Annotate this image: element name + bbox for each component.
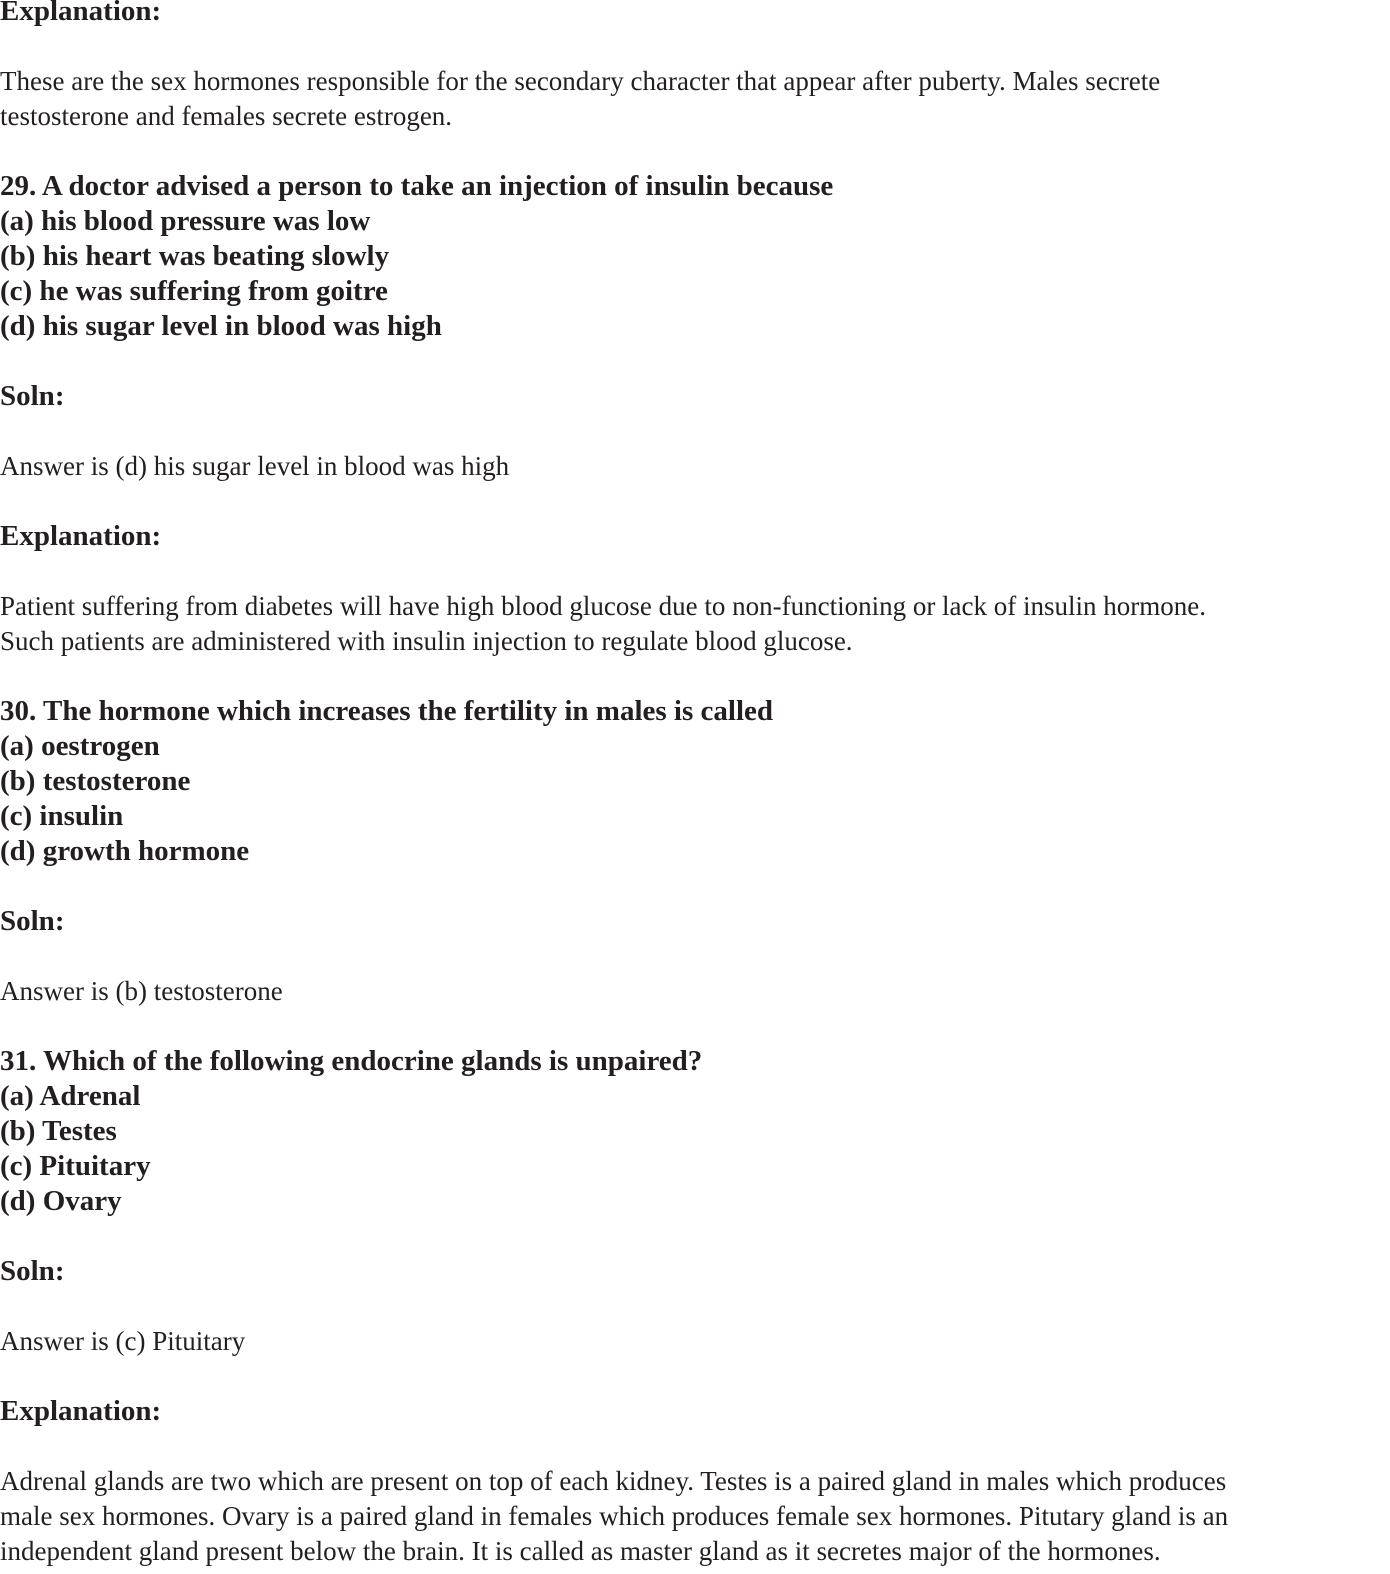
explanation-text: Patient suffering from diabetes will have high blood glucose due to non-functioning or lack of insulin hormone.: [0, 591, 1207, 621]
explanation-heading: Explanation:: [0, 520, 162, 552]
answer-text: Answer is (d) his sugar level in blood was high: [0, 451, 510, 481]
answer-text: Answer is (c) Pituitary: [0, 1326, 246, 1356]
explanation-text: independent gland present below the brain. It is called as master gland as it secretes major of the hormones.: [0, 1536, 1161, 1566]
option-d: (d) his sugar level in blood was high: [0, 310, 442, 342]
soln-label: Soln:: [0, 1255, 65, 1287]
explanation-text: These are the sex hormones responsible for the secondary character that appear after puberty. Males secrete: [0, 66, 1161, 96]
question-30: 30. The hormone which increases the fertility in males is called: [0, 695, 774, 727]
answer-text: Answer is (b) testosterone: [0, 976, 283, 1006]
explanation-text: Such patients are administered with insulin injection to regulate blood glucose.: [0, 626, 853, 656]
option-c: (c) Pituitary: [0, 1150, 151, 1182]
question-29: 29. A doctor advised a person to take an injection of insulin because: [0, 170, 834, 202]
option-a: (a) his blood pressure was low: [0, 205, 371, 237]
explanation-text: Adrenal glands are two which are present on top of each kidney. Testes is a paired gland in males which produces: [0, 1466, 1227, 1496]
option-d: (d) growth hormone: [0, 835, 250, 867]
option-c: (c) he was suffering from goitre: [0, 275, 388, 307]
option-b: (b) his heart was beating slowly: [0, 240, 390, 272]
option-c: (c) insulin: [0, 800, 124, 832]
question-31: 31. Which of the following endocrine glands is unpaired?: [0, 1045, 703, 1077]
option-d: (d) Ovary: [0, 1185, 122, 1217]
soln-label: Soln:: [0, 380, 65, 412]
explanation-heading: Explanation:: [0, 0, 162, 27]
option-b: (b) testosterone: [0, 765, 191, 797]
option-a: (a) oestrogen: [0, 730, 160, 762]
soln-label: Soln:: [0, 905, 65, 937]
explanation-text: testosterone and females secrete estrogen.: [0, 101, 453, 131]
option-a: (a) Adrenal: [0, 1080, 141, 1112]
explanation-heading: Explanation:: [0, 1395, 162, 1427]
explanation-text: male sex hormones. Ovary is a paired gland in females which produces female sex hormones. Pitutary gland is an: [0, 1501, 1229, 1531]
option-b: (b) Testes: [0, 1115, 117, 1147]
